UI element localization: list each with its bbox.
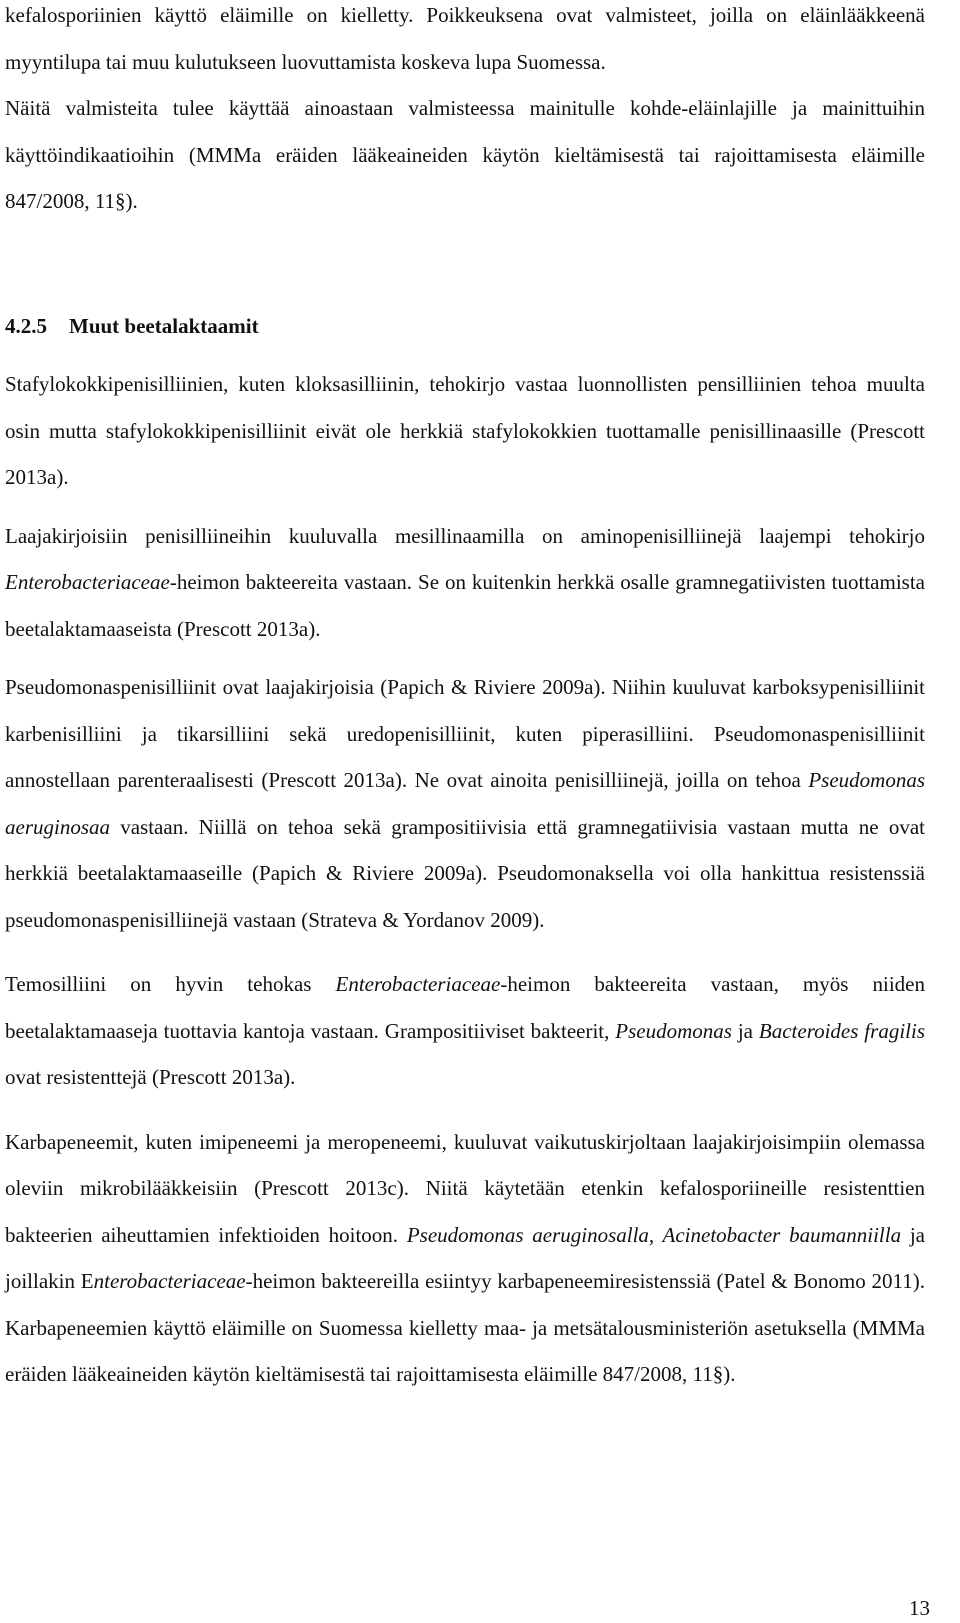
section-number: 4.2.5 xyxy=(5,313,47,338)
section-title: Muut beetalaktaamit xyxy=(69,313,259,338)
paragraph-pseudomonaspenisilliinit: Pseudomonaspenisilliinit ovat laajakirjoisia (Papich & Riviere 2009a). Niihin kuuluvat karboksypenisilliinit karbenisilliini ja tikarsilliini sekä uredopenisilliinit, kuten piperasilliini. Pseudomonaspenisilliinit annostellaan parenteraalisesti (Prescott 2013a). Ne ovat ainoita penisilliinejä, joilla on tehoa Pseudomonas aeruginosaa vastaan. Niillä on tehoa sekä grampositiivisia että gramnegatiivisia vastaan mutta ne ovat herkkiä beetalaktamaaseille (Papich & Riviere 2009a). Pseudomonaksella voi olla hankittua resistenssiä pseudomonaspenisilliinejä vastaan (Strateva & Yordanov 2009). xyxy=(5,675,925,932)
italic-taxon: Enterobacteriaceae xyxy=(5,570,170,594)
italic-taxon: Pseudomonas aeruginosalla, Acinetobacter baumanniilla xyxy=(406,1222,902,1247)
intro-paragraph-2: Näitä valmisteita tulee käyttää ainoastaan valmisteessa mainitulle kohde-eläinlajille ja mainittuihin käyttöindikaatioihin (MMMa eräiden lääkeaineiden käytön kieltämisestä tai rajoittamisesta eläimille 847/2008, 11§). xyxy=(5,96,925,213)
paragraph-stafylokokkipenisilliinit: Stafylokokkipenisilliinien, kuten kloksasilliinin, tehokirjo vastaa luonnollisten pensilliinien tehoa muulta osin mutta stafylokokkipenisilliinit eivät ole herkkiä stafylokokkien tuottamalle penisillinaasille (Prescott 2013a). xyxy=(5,372,925,489)
italic-taxon: Pseudomonas xyxy=(615,1018,732,1043)
intro-paragraph-1: kefalosporiinien käyttö eläimille on kielletty. Poikkeuksena ovat valmisteet, joilla on eläinlääkkeenä myyntilupa tai muu kulutukseen luovuttamista koskeva lupa Suomessa. xyxy=(5,3,925,74)
page-number: 13 xyxy=(909,1596,930,1620)
paragraph-karbapeneemit: Karbapeneemit, kuten imipeneemi ja meropeneemi, kuuluvat vaikutuskirjoltaan laajakirjoisimpiin olemassa oleviin mikrobilääkkeisiin (Prescott 2013c). Niitä käytetään etenkin kefalosporiineille resistenttien bakteerien aiheuttamien infektioiden hoitoon. Pseudomonas aeruginosalla, Acinetobacter baumanniilla ja joillakin Enterobacteriaceae-heimon bakteereilla esiintyy karbapeneemiresistenssiä (Patel & Bonomo 2011). Karbapeneemien käyttö eläimille on Suomessa kielletty maa- ja metsätalousministeriön asetuksella (MMMa eräiden lääkeaineiden käytön kieltämisestä tai rajoittamisesta eläimille 847/2008, 11§). xyxy=(5,1129,926,1386)
italic-taxon: Pseudomonas aeruginosaa xyxy=(5,768,925,839)
italic-taxon: Enterobacteriaceae xyxy=(335,972,501,996)
section-heading xyxy=(5,303,925,350)
paragraph-temosilliini: Temosilliini on hyvin tehokas Enterobacteriaceae-heimon bakteereita vastaan, myös niiden beetalaktamaaseja tuottavia kantoja vastaan. Grampositiiviset bakteerit, Pseudomonas ja Bacteroides fragilis ovat resistenttejä (Prescott 2013a). xyxy=(5,972,925,1089)
italic-taxon: nterobacteriaceae xyxy=(93,1269,246,1293)
italic-taxon: Bacteroides fragilis xyxy=(758,1018,925,1043)
paragraph-laajakirjoiset-penisilliinit: Laajakirjoisiin penisilliineihin kuuluvalla mesillinaamilla on aminopenisilliinejä laajempi tehokirjo Enterobacteriaceae-heimon bakteereita vastaan. Se on kuitenkin herkkä osalle gramnegatiivisten tuottamista beetalaktamaaseista (Prescott 2013a). xyxy=(5,523,925,641)
document-page xyxy=(5,0,925,1398)
